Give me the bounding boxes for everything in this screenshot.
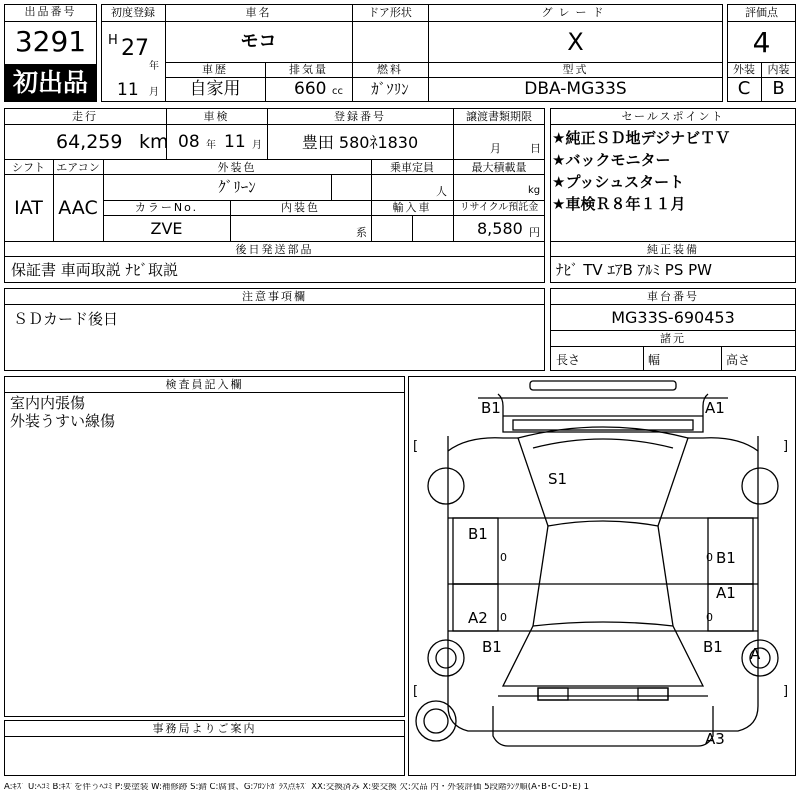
diagram-bracket-right: ] bbox=[783, 439, 789, 454]
equipment-label: 純正装備 bbox=[647, 243, 699, 256]
sales-points-label: セールスポイント bbox=[621, 110, 725, 123]
plate-label: 登録番号 bbox=[334, 110, 386, 123]
specs-label: 諸元 bbox=[660, 332, 686, 345]
car-diagram bbox=[408, 376, 796, 776]
legend-text: A:ｷｽﾞ U:ﾍｺﾐ B:ｷｽﾞを伴うﾍｺﾐ P:要塗装 W:補修跡 S:錆 C:腐食、G:ﾌﾛﾝﾄｶﾞﾗｽ点ｷｽﾞ XX:交換済み X:要交換 欠:欠品 内・外装評価 5段階ﾗﾝｸ順(A･B･C･D･E) 1 bbox=[4, 783, 590, 792]
first-reg-year-unit: 年 bbox=[149, 61, 159, 72]
first-reg-year: 27 bbox=[121, 36, 149, 61]
equipment-value: ﾅﾋﾞ TV ｴｱB ｱﾙﾐ PS PW bbox=[556, 261, 712, 279]
model-code-label: 型式 bbox=[562, 63, 589, 76]
history-label: 車歴 bbox=[202, 63, 228, 76]
exterior-grade-label: 外装 bbox=[733, 63, 755, 76]
interior-grade-value: B bbox=[772, 78, 785, 99]
chassis-value: MG33S-690453 bbox=[611, 308, 735, 327]
inspector-label: 検査員記入欄 bbox=[165, 378, 244, 391]
shift-label: シフト bbox=[12, 161, 45, 174]
inspection-label: 車検 bbox=[203, 110, 230, 123]
damage-mark: B1 bbox=[482, 638, 502, 656]
displacement-unit: cc bbox=[332, 86, 343, 97]
sales-point-item: ★車検Ｒ８年１１月 bbox=[552, 195, 686, 213]
car-name-value: モコ bbox=[240, 31, 277, 52]
damage-mark: B1 bbox=[716, 549, 736, 567]
capacity-label: 乗車定員 bbox=[390, 161, 434, 174]
transfer-month-unit: 月 bbox=[490, 142, 501, 155]
damage-mark: S1 bbox=[548, 470, 568, 488]
later-parts-value: 保証書 車両取説 ﾅﾋﾞ取説 bbox=[11, 261, 179, 279]
later-parts-label: 後日発送部品 bbox=[235, 243, 314, 256]
diagram-bracket-left: [ bbox=[413, 439, 419, 454]
diagram-bracket-left: [ bbox=[413, 684, 419, 699]
damage-mark: A1 bbox=[716, 584, 736, 602]
score-label: 評価点 bbox=[745, 6, 778, 19]
inspection-year: 08 bbox=[178, 132, 200, 152]
shift-value: IAT bbox=[14, 197, 43, 219]
aircon-label: エアコン bbox=[56, 161, 100, 174]
inspector-line: 室内内張傷 bbox=[10, 394, 86, 412]
zero-mark: 0 bbox=[706, 551, 713, 564]
sales-point-item: ★バックモニター bbox=[552, 151, 671, 169]
ext-color-value: ｸﾞﾘｰﾝ bbox=[218, 178, 256, 196]
specs-width-label: 幅 bbox=[648, 353, 661, 367]
inspection-month: 11 bbox=[224, 132, 246, 152]
car-name-label: 車名 bbox=[245, 6, 272, 19]
inspection-month-unit: 月 bbox=[252, 140, 262, 151]
zero-mark: 0 bbox=[706, 611, 713, 624]
notes-value: ＳＤカード後日 bbox=[13, 310, 119, 328]
first-reg-era: H bbox=[108, 33, 118, 48]
aircon-value: AAC bbox=[58, 197, 98, 219]
capacity-unit: 人 bbox=[436, 185, 447, 198]
specs-length-label: 長さ bbox=[556, 353, 581, 367]
damage-mark: A3 bbox=[705, 730, 725, 748]
color-no-value: ZVE bbox=[150, 219, 183, 238]
grade-label: グレード bbox=[541, 6, 610, 19]
specs-height-label: 高さ bbox=[726, 353, 751, 367]
diagram-bracket-right: ] bbox=[783, 684, 789, 699]
first-listing-badge-text: 初出品 bbox=[12, 68, 88, 97]
interior-grade-label: 内装 bbox=[767, 63, 790, 76]
fuel-label: 燃料 bbox=[377, 63, 403, 76]
model-code-value: DBA-MG33S bbox=[524, 79, 627, 99]
inspector-line: 外装うすい線傷 bbox=[10, 412, 116, 430]
mileage-value: 64,259 bbox=[56, 131, 123, 153]
exterior-grade-value: C bbox=[737, 78, 751, 99]
sales-point-item: ★純正ＳＤ地デジナビＴＶ bbox=[552, 129, 731, 147]
max-load-unit: kg bbox=[528, 185, 541, 196]
zero-mark: 0 bbox=[500, 551, 507, 564]
grade-value: X bbox=[567, 28, 584, 56]
first-reg-label: 初度登録 bbox=[111, 6, 155, 19]
color-no-label: カラーNo. bbox=[134, 201, 199, 214]
damage-mark: B1 bbox=[481, 399, 501, 417]
damage-mark: B1 bbox=[703, 638, 723, 656]
chassis-label: 車台番号 bbox=[647, 290, 699, 303]
door-type-label: ドア形状 bbox=[368, 6, 412, 19]
notes-label: 注意事項欄 bbox=[242, 290, 307, 303]
mileage-unit: km bbox=[139, 131, 169, 153]
lot-label: 出品番号 bbox=[24, 5, 77, 18]
recycle-unit: 円 bbox=[529, 226, 540, 239]
transfer-day-unit: 日 bbox=[530, 142, 541, 155]
displacement-value: 660 bbox=[294, 79, 327, 99]
mileage-label: 走行 bbox=[72, 110, 98, 123]
inspection-year-unit: 年 bbox=[206, 140, 216, 151]
zero-mark: 0 bbox=[500, 611, 507, 624]
sales-point-item: ★プッシュスタート bbox=[552, 173, 685, 191]
first-reg-month: 11 bbox=[117, 80, 139, 100]
int-color-unit: 系 bbox=[356, 226, 367, 239]
office-label: 事務局よりご案内 bbox=[152, 722, 257, 735]
ext-color-label: 外装色 bbox=[217, 161, 257, 174]
damage-mark: A2 bbox=[468, 609, 488, 627]
recycle-value: 8,580 bbox=[477, 219, 523, 238]
first-reg-month-unit: 月 bbox=[149, 87, 159, 98]
lot-number: 3291 bbox=[14, 25, 87, 58]
max-load-label: 最大積載量 bbox=[471, 161, 527, 174]
fuel-value: ｶﾞｿﾘﾝ bbox=[371, 80, 409, 98]
score-value: 4 bbox=[752, 26, 771, 59]
history-value: 自家用 bbox=[189, 79, 241, 99]
displacement-label: 排気量 bbox=[289, 63, 328, 76]
transfer-label: 譲渡書類期限 bbox=[466, 110, 532, 123]
damage-mark: B1 bbox=[468, 525, 488, 543]
damage-mark: A bbox=[750, 645, 761, 663]
plate-value: 豊田 580ﾈ1830 bbox=[301, 133, 419, 152]
import-car-label: 輸入車 bbox=[392, 201, 432, 214]
damage-mark: A1 bbox=[705, 399, 725, 417]
int-color-label: 内装色 bbox=[281, 201, 320, 214]
recycle-label: リサイクル預託金 bbox=[459, 202, 539, 213]
